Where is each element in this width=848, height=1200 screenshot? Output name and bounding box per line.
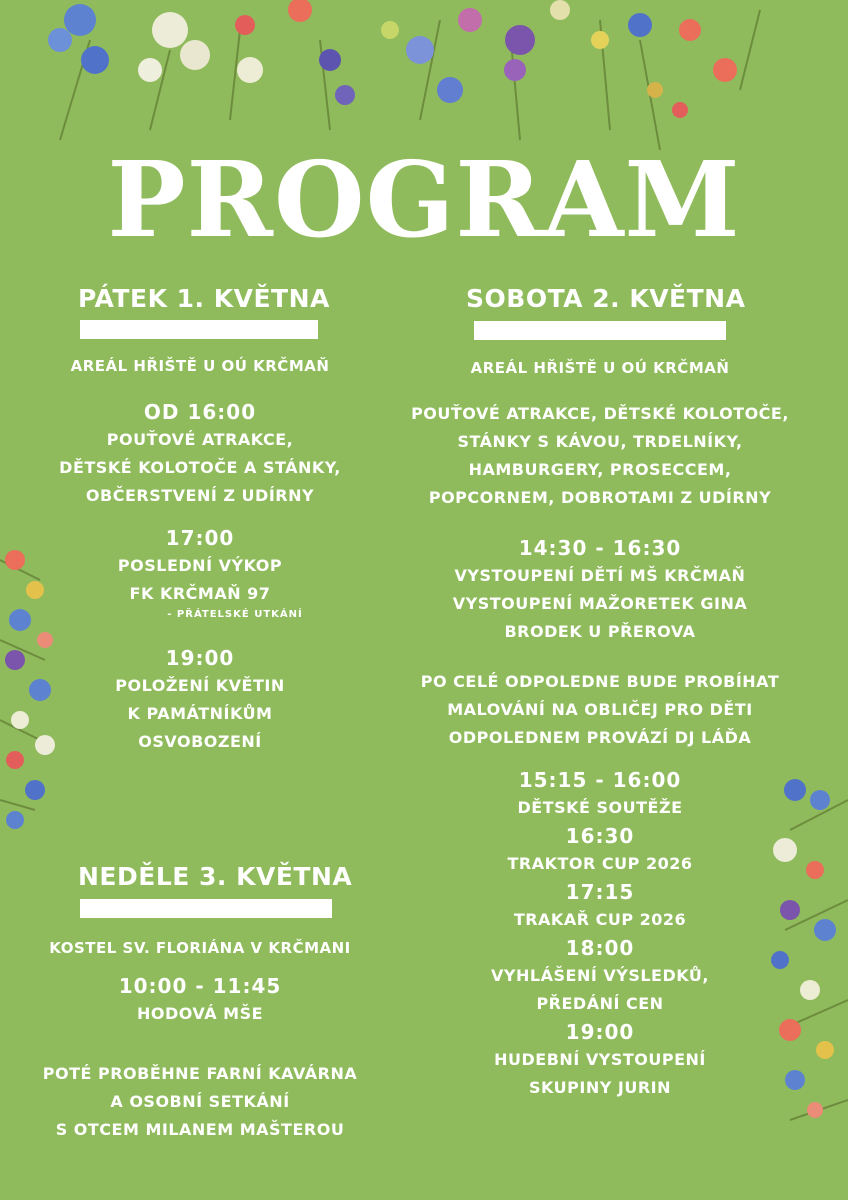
- friday-time-2: 17:00: [165, 526, 235, 550]
- saturday-time-6: 19:00: [565, 1020, 635, 1044]
- friday-item-2-line-2: FK KRČMAŇ 97: [129, 584, 271, 603]
- friday-time-1: OD 16:00: [143, 400, 257, 424]
- sunday-venue: KOSTEL SV. FLORIÁNA V KRČMANI: [49, 939, 351, 957]
- friday-venue: AREÁL HŘIŠTĚ U OÚ KRČMAŇ: [70, 357, 330, 375]
- saturday-intro-line-3: HAMBURGERY, PROSECCEM,: [468, 460, 732, 479]
- saturday-divider: [474, 321, 726, 340]
- saturday-time-1: 14:30 - 16:30: [518, 536, 682, 560]
- saturday-item-4-line-1: TRAKAŘ CUP 2026: [513, 910, 687, 929]
- sunday-after-line-3: S OTCEM MILANEM MAŠTEROU: [55, 1120, 345, 1139]
- saturday-time-5: 18:00: [565, 936, 635, 960]
- friday-item-1-line-2: DĚTSKÉ KOLOTOČE A STÁNKY,: [59, 458, 341, 477]
- saturday-item-5-line-1: VYHLÁŠENÍ VÝSLEDKŮ,: [491, 966, 709, 985]
- sunday-after-line-2: A OSOBNÍ SETKÁNÍ: [110, 1092, 290, 1111]
- sunday-heading: NEDĚLE 3. KVĚTNA: [78, 862, 353, 891]
- friday-divider: [80, 320, 318, 339]
- sunday-time-1: 10:00 - 11:45: [118, 974, 282, 998]
- sunday-after-line-1: POTÉ PROBĚHNE FARNÍ KAVÁRNA: [42, 1064, 358, 1083]
- friday-item-1-line-3: OBČERSTVENÍ Z UDÍRNY: [85, 486, 315, 505]
- saturday-venue: AREÁL HŘIŠTĚ U OÚ KRČMAŇ: [470, 359, 730, 377]
- saturday-time-4: 17:15: [565, 880, 635, 904]
- saturday-afternoon-line-3: ODPOLEDNEM PROVÁZÍ DJ LÁĎA: [448, 728, 752, 747]
- sunday-column: [10, 938, 390, 1144]
- saturday-item-1-line-1: VYSTOUPENÍ DĚTÍ MŠ KRČMAŇ: [454, 566, 746, 585]
- friday-item-2-line-1: POSLEDNÍ VÝKOP: [117, 556, 283, 575]
- friday-item-3-line-1: POLOŽENÍ KVĚTIN: [115, 676, 285, 695]
- sunday-item-1-line-1: HODOVÁ MŠE: [136, 1004, 264, 1023]
- saturday-item-6-line-2: SKUPINY JURIN: [529, 1078, 671, 1097]
- saturday-item-2-line-1: DĚTSKÉ SOUTĚŽE: [517, 798, 683, 817]
- friday-time-3: 19:00: [165, 646, 235, 670]
- saturday-intro-line-2: STÁNKY S KÁVOU, TRDELNÍKY,: [457, 432, 743, 451]
- saturday-column: [400, 358, 800, 1102]
- saturday-afternoon-line-2: MALOVÁNÍ NA OBLIČEJ PRO DĚTI: [447, 700, 753, 719]
- saturday-time-2: 15:15 - 16:00: [518, 768, 682, 792]
- saturday-item-3-line-1: TRAKTOR CUP 2026: [507, 854, 693, 873]
- friday-item-3-line-3: OSVOBOZENÍ: [138, 732, 262, 751]
- saturday-item-5-line-2: PŘEDÁNÍ CEN: [536, 994, 664, 1013]
- saturday-intro-line-1: POUŤOVÉ ATRAKCE, DĚTSKÉ KOLOTOČE,: [411, 404, 789, 423]
- saturday-item-1-line-3: BRODEK U PŘEROVA: [504, 622, 696, 641]
- friday-heading: PÁTEK 1. KVĚTNA: [78, 284, 330, 313]
- saturday-heading: SOBOTA 2. KVĚTNA: [466, 284, 746, 313]
- saturday-intro-line-4: POPCORNEM, DOBROTAMI Z UDÍRNY: [428, 488, 772, 507]
- friday-column: [30, 356, 370, 756]
- saturday-time-3: 16:30: [565, 824, 635, 848]
- friday-item-2-note: - PŘÁTELSKÉ UTKÁNÍ: [167, 609, 303, 620]
- saturday-afternoon-line-1: PO CELÉ ODPOLEDNE BUDE PROBÍHAT: [420, 672, 780, 691]
- saturday-item-6-line-1: HUDEBNÍ VYSTOUPENÍ: [494, 1050, 706, 1069]
- friday-item-3-line-2: K PAMÁTNÍKŮM: [127, 704, 273, 723]
- page-title: PROGRAM: [107, 138, 741, 261]
- friday-item-1-line-1: POUŤOVÉ ATRAKCE,: [106, 430, 294, 449]
- sunday-divider: [80, 899, 332, 918]
- saturday-item-1-line-2: VYSTOUPENÍ MAŽORETEK GINA: [452, 594, 748, 613]
